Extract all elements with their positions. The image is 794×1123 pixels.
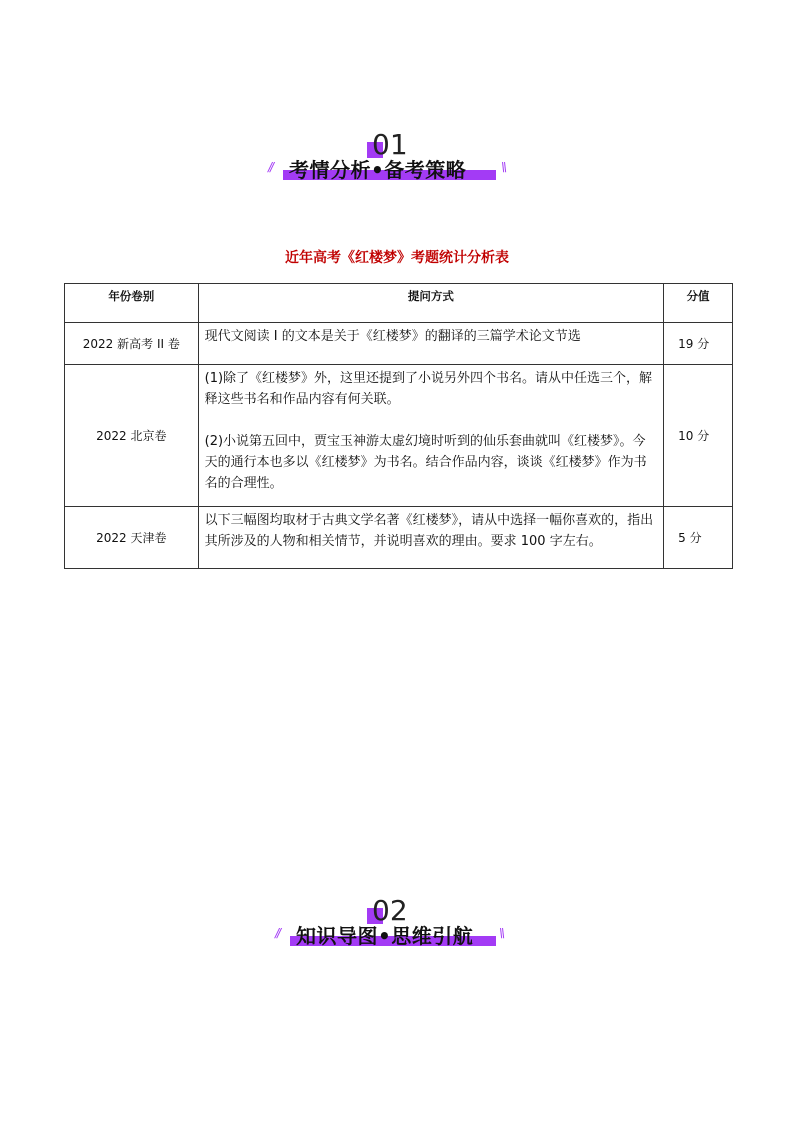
section-header-2: [0, 896, 794, 966]
cell-score: 19 分: [664, 323, 733, 365]
table-row: [65, 365, 733, 507]
cell-year: 2022 北京卷: [65, 365, 199, 507]
decorative-slash-right: \\: [499, 926, 504, 940]
table-row: [65, 323, 733, 365]
header-year: 年份卷别: [65, 284, 199, 323]
section-title: 知识导图•思维引航: [296, 924, 474, 948]
cell-score: 10 分: [664, 365, 733, 507]
cell-year: 2022 新高考 II 卷: [65, 323, 199, 365]
section-header-1: [0, 130, 794, 200]
section-title: 考情分析•备考策略: [289, 158, 467, 182]
table-row: [65, 507, 733, 569]
section-number: 02: [372, 894, 408, 927]
decorative-slash-left: //: [275, 926, 280, 940]
header-score: 分值: [664, 284, 733, 323]
cell-question: [198, 323, 664, 365]
table-title: 近年高考《红楼梦》考题统计分析表: [285, 250, 509, 266]
decorative-slash-right: \\: [501, 160, 506, 174]
question-text: 现代文阅读 I 的文本是关于《红楼梦》的翻译的三篇学术论文节选: [204, 329, 581, 344]
cell-question: [198, 365, 664, 507]
cell-score: 5 分: [664, 507, 733, 569]
section-number: 01: [372, 128, 408, 161]
cell-year: 2022 天津卷: [65, 507, 199, 569]
question-text: 以下三幅图均取材于古典文学名著《红楼梦》，请从中选择一幅你喜欢的，指出其所涉及的人物和相关情节，并说明喜欢的理由。要求 100 字左右。: [204, 513, 654, 549]
table-header-row: [65, 284, 733, 323]
exam-stats-table: [64, 283, 733, 569]
cell-question: [198, 507, 664, 569]
question-text: (2)小说第五回中，贾宝玉神游太虚幻境时听到的仙乐套曲就叫《红楼梦》。今天的通行本也多以《红楼梦》为书名。结合作品内容，谈谈《红楼梦》作为书名的合理性。: [204, 434, 647, 491]
decorative-slash-left: //: [268, 160, 273, 174]
header-question-style: 提问方式: [198, 284, 664, 323]
question-text: (1)除了《红楼梦》外，这里还提到了小说另外四个书名。请从中任选三个，解释这些书名和作品内容有何关联。: [204, 371, 653, 407]
